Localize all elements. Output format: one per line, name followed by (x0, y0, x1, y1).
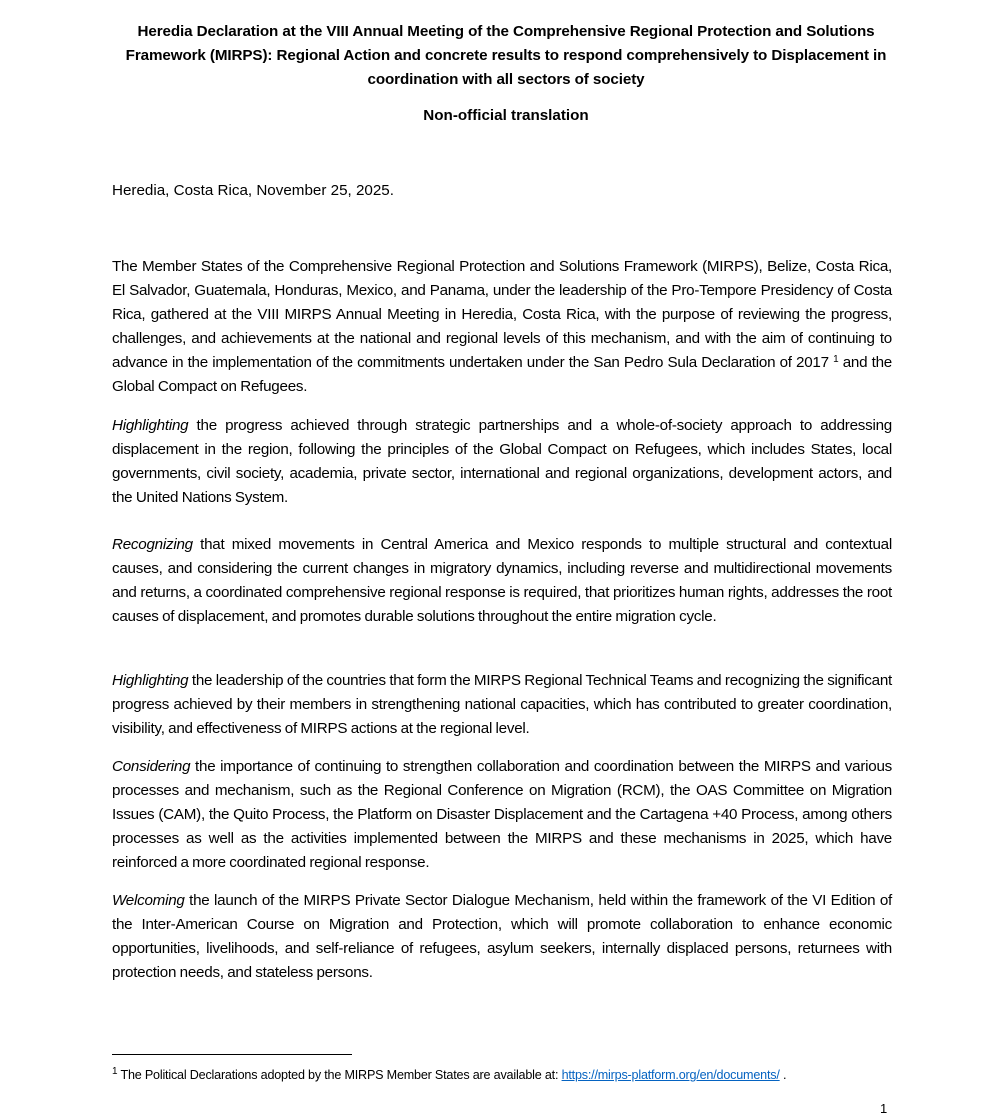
footnote-reference[interactable]: 1 (833, 354, 839, 365)
paragraph-text: The Member States of the Comprehensive Regional Protection and Solutions Framework (MIRPS), Belize, Costa Rica, El Salvador, Guatemala, Honduras, Mexico, and Panama, under the leadership of the Pro-Tempore Presidency of Costa Rica, gathered at the VIII MIRPS Annual Meeting in Heredia, Costa Rica, with the purpose of reviewing the progress, challenges, and achievements at the national and regional levels of this mechanism, and with the aim of continuing to advance in the implementation of the commitments undertaken under the San Pedro Sula Declaration of 2017 (112, 258, 892, 371)
paragraph-lead-word: Welcoming (112, 892, 185, 909)
paragraph-recognizing (112, 533, 892, 629)
paragraph-highlighting-leadership (112, 669, 892, 741)
paragraph-preamble (112, 255, 892, 399)
footnote-number: 1 (112, 1066, 118, 1077)
document-title: Heredia Declaration at the VIII Annual Meeting of the Comprehensive Regional Protection and Solutions Framework (MIRPS): Regional Action and concrete results to respond comprehensively to Displacement in coordination with all sectors of society (125, 23, 887, 88)
paragraph-highlighting-partnerships (112, 414, 892, 510)
footnote-link[interactable]: https://mirps-platform.org/en/documents/ (561, 1068, 780, 1082)
paragraph-welcoming (112, 889, 892, 985)
paragraph-text: the importance of continuing to strengthen collaboration and coordination between the MIRPS and various processes and mechanism, such as the Regional Conference on Migration (RCM), the OAS Committee on Migration Issues (CAM), the Quito Process, the Platform on Disaster Displacement and the Cartagena +40 Process, among others processes as well as the activities implemented between the MIRPS and these mechanisms in 2025, which have reinforced a more coordinated regional response. (112, 758, 892, 871)
paragraph-text: and the Global Compact on Refugees. (112, 354, 892, 395)
footnote-separator (112, 1054, 352, 1055)
paragraph-lead-word: Considering (112, 758, 191, 775)
dateline: Heredia, Costa Rica, November 25, 2025. (112, 182, 394, 199)
footnote-trailing: . (779, 1068, 787, 1082)
paragraph-lead-word: Highlighting (112, 672, 189, 689)
paragraph-considering (112, 755, 892, 875)
paragraph-text: the leadership of the countries that form the MIRPS Regional Technical Teams and recognizing the significant progress achieved by their members in strengthening national capacities, which has contributed to greater coordination, visibility, and effectiveness of MIRPS actions at the regional level. (112, 672, 892, 737)
paragraph-lead-word: Highlighting (112, 417, 189, 434)
paragraph-text: that mixed movements in Central America and Mexico responds to multiple structural and contextual causes, and considering the current changes in migratory dynamics, including reverse and multidirectional movements and returns, a coordinated comprehensive regional response is required, that prioritizes human rights, addresses the root causes of displacement, and promotes durable solutions throughout the entire migration cycle. (112, 536, 892, 625)
footnote-text: The Political Declarations adopted by the MIRPS Member States are available at: (117, 1068, 562, 1082)
paragraph-text: the progress achieved through strategic partnerships and a whole-of-society approach to addressing displacement in the region, following the principles of the Global Compact on Refugees, which includes States, local governments, civil society, academia, private sector, international and regional organizations, development actors, and the United Nations System. (112, 417, 892, 506)
document-subtitle: Non-official translation (423, 107, 589, 124)
paragraph-text: the launch of the MIRPS Private Sector Dialogue Mechanism, held within the framework of the VI Edition of the Inter-American Course on Migration and Protection, which will promote collaboration to enhance economic opportunities, livelihoods, and self-reliance of refugees, asylum seekers, internally displaced persons, returnees with protection needs, and stateless persons. (112, 892, 892, 981)
paragraph-lead-word: Recognizing (112, 536, 193, 553)
footnote (112, 1066, 786, 1084)
page-number: 1 (880, 1101, 888, 1116)
